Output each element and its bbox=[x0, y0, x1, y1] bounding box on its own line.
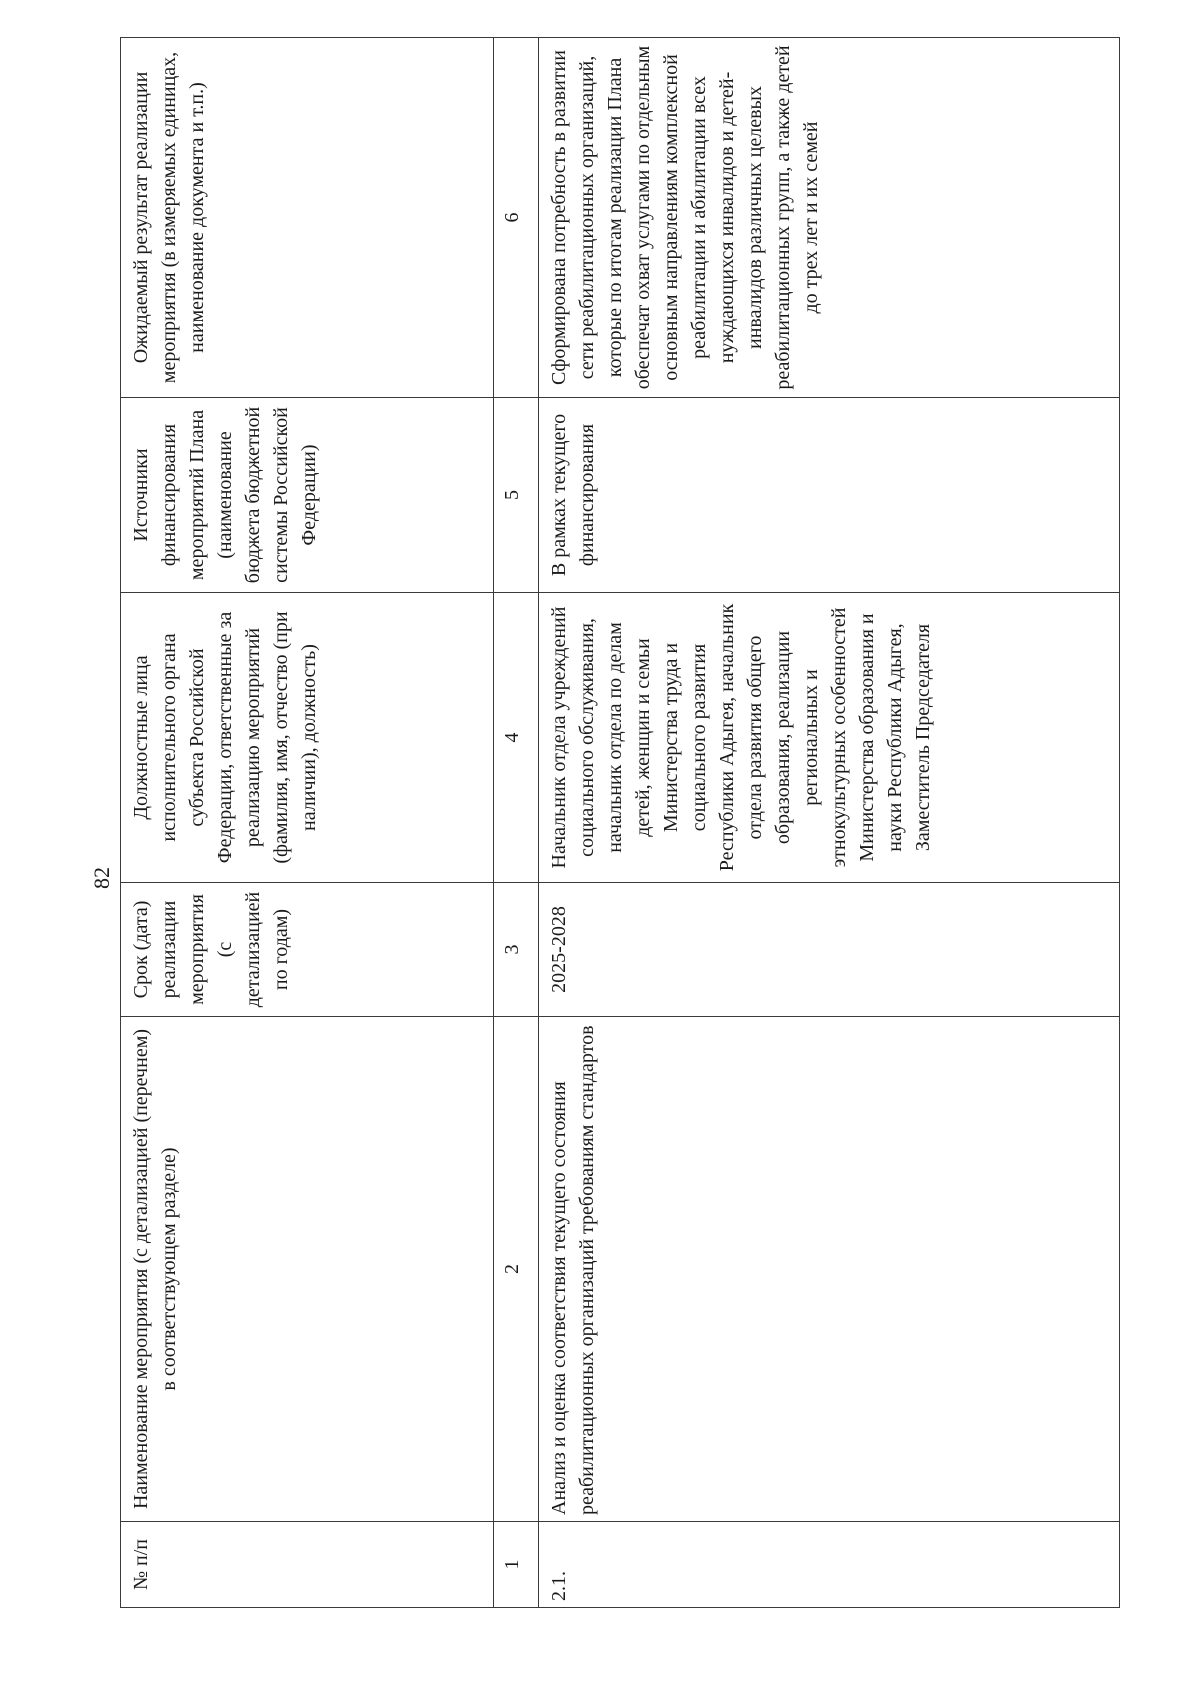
column-number: 2 bbox=[493, 1017, 539, 1522]
column-number: 1 bbox=[493, 1522, 539, 1608]
column-number: 3 bbox=[493, 883, 539, 1017]
table-row bbox=[539, 38, 1120, 1608]
plan-table-sheet bbox=[120, 38, 1120, 1608]
row-financing-cell: В рамках текущего финансирования bbox=[539, 398, 1120, 593]
page-number: 82 bbox=[89, 867, 114, 889]
column-number: 4 bbox=[493, 593, 539, 883]
column-number: 5 bbox=[493, 398, 539, 593]
row-responsible-cell: Начальник отдела учреждений социального обслуживания, начальник отдела по делам детей, женщин и семьи Министерства труда и социального развития Республики Адыгея, начальник отдела развития общего образования, реализации региональных и этнокультурных особенностей Министерства образования и науки Республики Адыгея, Заместитель Председателя bbox=[539, 593, 1120, 883]
row-name-cell: Анализ и оценка соответствия текущего состояния реабилитационных организаций требованиям стандартов bbox=[539, 1017, 1120, 1522]
plan-table bbox=[120, 37, 1120, 1608]
row-result-cell: Сформирована потребность в развитии сети реабилитационных организаций, которые по итогам реализации Плана обеспечат охват услугами по отдельным основным направлениям комплексной реабилитации и абилитации всех нуждающихся инвалидов и детей-инвалидов различных целевых реабилитационных групп, а также детей до трех лет и их семей bbox=[539, 38, 1120, 398]
column-number-row bbox=[493, 38, 539, 1608]
header-cell-financing: Источники финансирования мероприятий Плана (наименование бюджета бюджетной системы Российской Федерации) bbox=[121, 398, 494, 593]
row-number-cell: 2.1. bbox=[539, 1522, 1120, 1608]
header-cell-number: № п/п bbox=[121, 1522, 494, 1608]
header-cell-result: Ожидаемый результат реализации мероприятия (в измеряемых единицах, наименование документа и т.п.) bbox=[121, 38, 494, 398]
column-number: 6 bbox=[493, 38, 539, 398]
header-cell-responsible: Должностные лица исполнительного органа субъекта Российской Федерации, ответственные за реализацию мероприятий (фамилия, имя, отчество (при наличии), должность) bbox=[121, 593, 494, 883]
table-header-row bbox=[121, 38, 494, 1608]
header-cell-period: Срок (дата) реализации мероприятия (с детализацией по годам) bbox=[121, 883, 494, 1017]
row-period-cell: 2025-2028 bbox=[539, 883, 1120, 1017]
header-cell-name: Наименование мероприятия (с детализацией (перечнем) в соответствующем разделе) bbox=[121, 1017, 494, 1522]
